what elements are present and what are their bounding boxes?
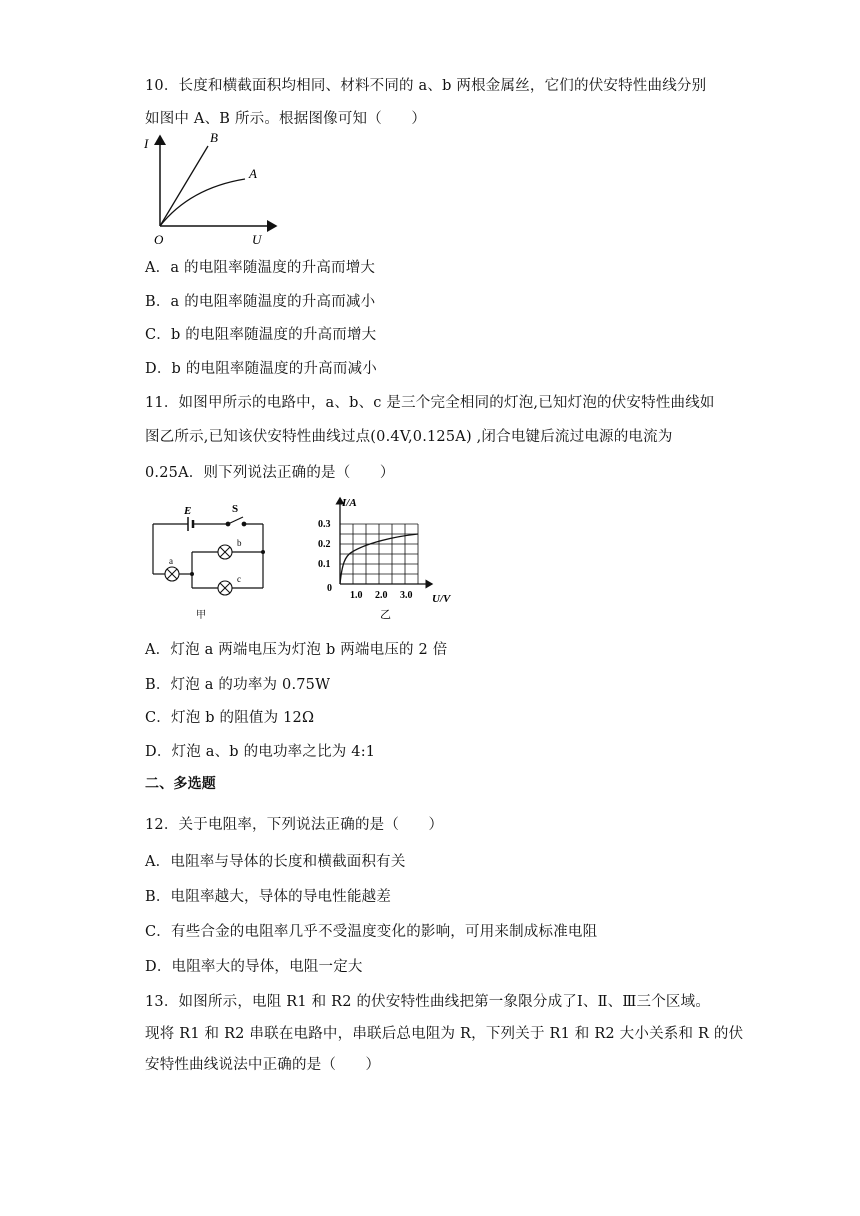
q13-stem-line3: 安特性曲线说法中正确的是（ ） bbox=[145, 1057, 381, 1073]
lamp-c-icon bbox=[218, 581, 232, 595]
q10-figure bbox=[140, 128, 280, 250]
q12-stem: 12．关于电阻率，下列说法正确的是（ ） bbox=[145, 817, 444, 833]
q11-ytick-0.3: 0.3 bbox=[318, 519, 331, 530]
circuit-label-b: b bbox=[237, 538, 242, 548]
q11-xlabel: U/V bbox=[432, 593, 451, 605]
q13-stem-line1: 13．如图所示，电阻 R1 和 R2 的伏安特性曲线把第一象限分成了Ⅰ、Ⅱ、Ⅲ三个区域。 bbox=[145, 994, 711, 1010]
circuit-label-s: S bbox=[232, 503, 239, 515]
q11-option-c: C．灯泡 b 的阻值为 12Ω bbox=[145, 710, 315, 726]
q10-curve-a-label: A bbox=[249, 166, 257, 181]
q10-xlabel: U bbox=[252, 232, 262, 247]
q11-graph-caption: 乙 bbox=[380, 609, 391, 621]
q11-stem-line2: 图乙所示,已知该伏安特性曲线过点(0.4V,0.125A) ,闭合电键后流过电源的电流为 bbox=[145, 429, 673, 445]
q10-ylabel: I bbox=[144, 136, 149, 151]
q11-circuit-figure bbox=[148, 500, 276, 620]
q10-origin: O bbox=[154, 232, 164, 247]
q11-ytick-0: 0 bbox=[327, 583, 332, 594]
q11-xtick-3.0: 3.0 bbox=[400, 590, 413, 601]
q10-option-d: D．b 的电阻率随温度的升高而减小 bbox=[145, 361, 377, 377]
q10-option-a: A．a 的电阻率随温度的升高而增大 bbox=[145, 260, 376, 276]
q11-stem-line1: 11．如图甲所示的电路中，a、b、c 是三个完全相同的灯泡,已知灯泡的伏安特性曲线如 bbox=[145, 395, 715, 411]
section-heading-multi-choice: 二、多选题 bbox=[145, 776, 216, 792]
q11-ytick-0.2: 0.2 bbox=[318, 539, 331, 550]
q11-xtick-2.0: 2.0 bbox=[375, 590, 388, 601]
q11-option-d: D．灯泡 a、b 的电功率之比为 4:1 bbox=[145, 744, 376, 760]
q12-option-c: C．有些合金的电阻率几乎不受温度变化的影响，可用来制成标准电阻 bbox=[145, 924, 598, 940]
q12-option-b: B．电阻率越大，导体的导电性能越差 bbox=[145, 889, 392, 905]
q11-option-a: A．灯泡 a 两端电压为灯泡 b 两端电压的 2 倍 bbox=[145, 642, 448, 658]
q11-iv-graph bbox=[310, 494, 460, 624]
q10-option-c: C．b 的电阻率随温度的升高而增大 bbox=[145, 327, 377, 343]
circuit-caption: 甲 bbox=[196, 610, 206, 621]
q11-ylabel: I/A bbox=[342, 497, 357, 509]
q10-option-b: B．a 的电阻率随温度的升高而减小 bbox=[145, 294, 376, 310]
circuit-label-e: E bbox=[184, 505, 192, 517]
q10-stem-line1: 10．长度和横截面积均相同、材料不同的 a、b 两根金属丝，它们的伏安特性曲线分别 bbox=[145, 78, 707, 94]
lamp-b-icon bbox=[218, 545, 232, 559]
q11-ytick-0.1: 0.1 bbox=[318, 559, 331, 570]
q11-option-b: B．灯泡 a 的功率为 0.75W bbox=[145, 677, 331, 693]
q13-stem-line2: 现将 R1 和 R2 串联在电路中，串联后总电阻为 R，下列关于 R1 和 R2 大小关系和 R 的伏 bbox=[145, 1026, 744, 1042]
circuit-label-c: c bbox=[237, 574, 241, 584]
circuit-label-a: a bbox=[169, 556, 173, 566]
q11-stem-line3: 0.25A．则下列说法正确的是（ ） bbox=[145, 465, 395, 481]
q10-curve-b bbox=[160, 146, 208, 226]
q12-option-d: D．电阻率大的导体，电阻一定大 bbox=[145, 959, 363, 975]
lamp-a-icon bbox=[165, 567, 179, 581]
q10-curve-b-label: B bbox=[210, 130, 218, 145]
q12-option-a: A．电阻率与导体的长度和横截面积有关 bbox=[145, 854, 406, 870]
q10-curve-a bbox=[160, 179, 245, 226]
q11-xtick-1.0: 1.0 bbox=[350, 590, 363, 601]
q10-stem-line2: 如图中 A、B 所示。根据图像可知（ ） bbox=[145, 111, 427, 127]
